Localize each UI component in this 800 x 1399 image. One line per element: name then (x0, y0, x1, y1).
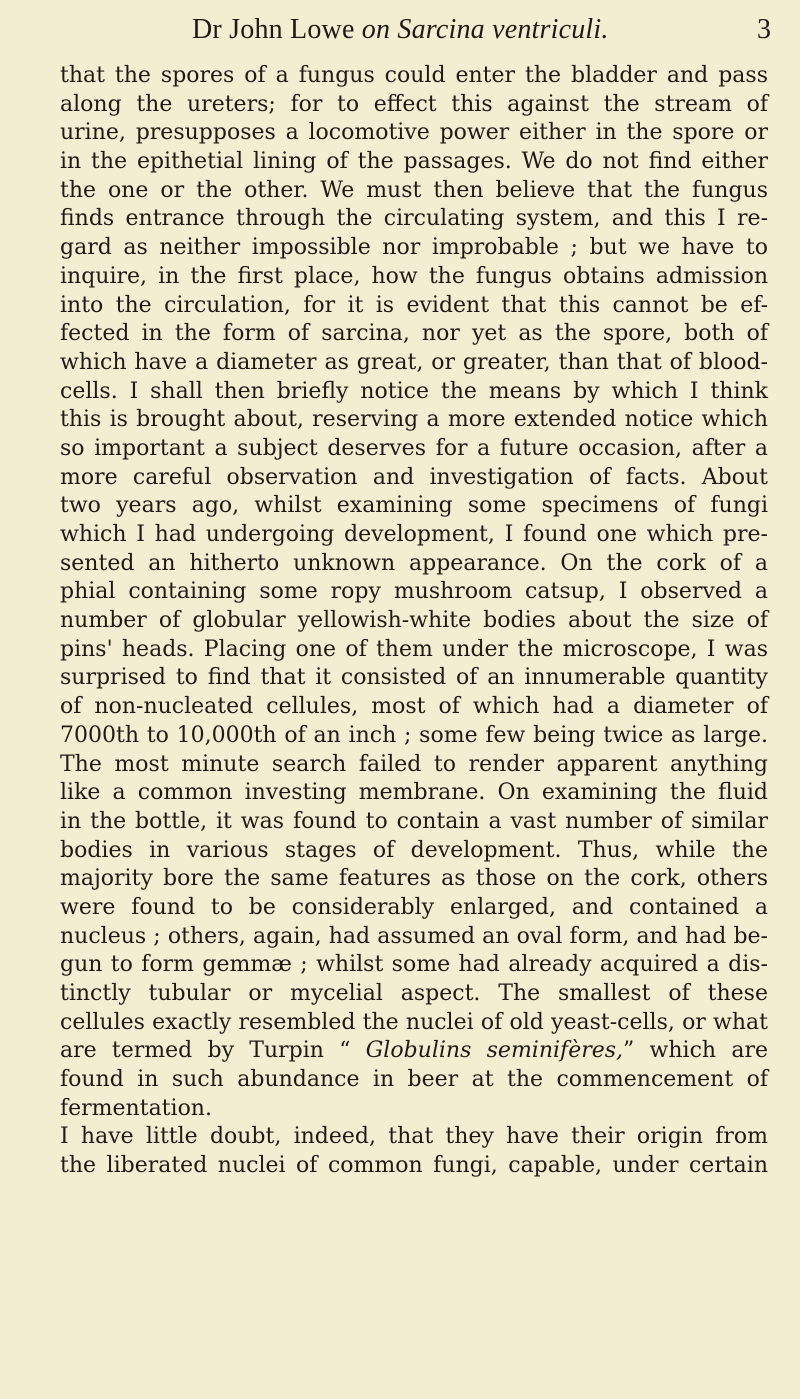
text-line-citation (60, 1037, 768, 1066)
text-line: which have a diameter as great, or greater, than that of blood- (60, 349, 768, 375)
text-line: like a common investing membrane. On examining the fluid (60, 780, 768, 806)
text-line: majority bore the same features as those on the cork, others (60, 866, 768, 892)
text-line: in the epithetial lining of the passages. We do not find either (60, 149, 768, 175)
text-line: in the bottle, it was found to contain a vast number of similar (60, 808, 768, 834)
running-head-on: on (361, 14, 398, 45)
text-line: finds entrance through the circulating system, and this I re- (60, 206, 768, 232)
text-line: were found to be considerably enlarged, and contained a (60, 894, 768, 920)
body-text (60, 62, 768, 1181)
text-line: bodies in various stages of development. Thus, while the (60, 837, 768, 863)
text-line: cells. I shall then briefly notice the means by which I think (60, 378, 768, 404)
text-line: pins' heads. Placing one of them under the microscope, I was (60, 636, 768, 662)
text-line: which I had undergoing development, I found one which pre- (60, 522, 768, 547)
text-line: nucleus ; others, again, had assumed an oval form, and had be- (60, 923, 768, 949)
citation-suffix: ” which are (623, 1038, 768, 1064)
text-line: this is brought about, reserving a more extended notice which (60, 407, 768, 433)
text-line: phial containing some ropy mushroom catsup, I observed a (60, 579, 768, 605)
running-head (0, 14, 800, 54)
text-line: of non-nucleated cellules, most of which had a diameter of (60, 694, 768, 720)
text-line: 7000th to 10,000th of an inch ; some few being twice as large. (60, 722, 768, 748)
running-head-subject: Sarcina ventriculi. (397, 14, 609, 45)
page-number: 3 (757, 14, 771, 45)
text-line: cellules exactly resembled the nuclei of old yeast-cells, or what (60, 1009, 768, 1035)
text-line: number of globular yellowish-white bodies about the size of (60, 608, 768, 634)
text-line: surprised to find that it consisted of an innumerable quantity (60, 665, 768, 691)
text-line: fected in the form of sarcina, nor yet as the spore, both of (60, 321, 768, 347)
text-line: so important a subject deserves for a future occasion, after a (60, 435, 768, 461)
text-line: gard as neither impossible nor improbable ; but we have to (60, 235, 768, 261)
text-line: inquire, in the first place, how the fungus obtains admission (60, 263, 768, 289)
text-line: tinctly tubular or mycelial aspect. The smallest of these (60, 981, 768, 1006)
text-line: gun to form gemmæ ; whilst some had already acquired a dis- (60, 952, 768, 978)
text-line: that the spores of a fungus could enter the bladder and pass (60, 63, 768, 88)
text-line: into the circulation, for it is evident that this cannot be ef- (60, 292, 768, 318)
citation-term: Globulins seminifères, (365, 1038, 624, 1064)
text-line: the one or the other. We must then believe that the fungus (60, 177, 768, 203)
text-line: found in such abundance in beer at the commencement of (60, 1067, 768, 1093)
citation-prefix: are termed by Turpin “ (60, 1038, 366, 1064)
text-line: the liberated nuclei of common fungi, capable, under certain (60, 1153, 768, 1179)
paragraph-start-line: I have little doubt, indeed, that they have their origin from (60, 1124, 768, 1150)
paragraph-end-line: fermentation. (60, 1095, 212, 1121)
text-line: along the ureters; for to effect this against the stream of (60, 91, 768, 117)
text-line: The most minute search failed to render apparent anything (60, 751, 768, 777)
text-line: more careful observation and investigation of facts. About (60, 464, 768, 490)
running-head-title (192, 14, 609, 46)
text-line: two years ago, whilst examining some specimens of fungi (60, 493, 768, 519)
running-head-author: Dr John Lowe (192, 14, 362, 45)
text-line: sented an hitherto unknown appearance. On the cork of a (60, 550, 768, 576)
text-line: urine, presupposes a locomotive power either in the spore or (60, 120, 768, 146)
